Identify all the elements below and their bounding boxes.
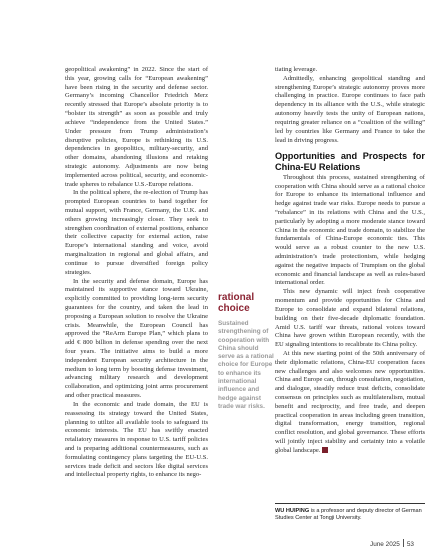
footer-divider bbox=[403, 539, 404, 547]
section-heading: Opportunities and Prospects for China-EU Relations bbox=[275, 151, 425, 172]
page-footer bbox=[370, 539, 414, 548]
paragraph: geopolitical awakening” in 2022. Since the start of this year, growing calls for “European awakening” have been rising in the security and defense sector. Germany’s incoming Chancellor Friedrich Merz recently stressed that Europe’s absolute priority is to “bolster its strength” as soon as possible and truly achieve “independence from the United States.” Under pressure from Trump administration’s disruptive policies, Europe is rethinking its U.S. dependencies in geopolitics, military-security, and other domains, abandoning illusions and retaking strategic autonomy. Adjustments are now being implemented across political, security, and economic-trade spheres to rebalance U.S.-Europe relations. bbox=[65, 66, 208, 188]
paragraph: tiating leverage. bbox=[275, 66, 318, 73]
pull-quote-sidebar bbox=[218, 292, 274, 411]
paragraph-text: At this new starting point of the 50th anniversary of their diplomatic relations, China-EU cooperation faces new challenges and also welcomes new opportunities. China and Europe can, through consultation, negotiation, and dialogue, steadily reduce trust deficits, consolidate consensus on principles such as multilateralism, mutual benefit and reciprocity, and free trade, and deepen practical cooperation in areas including green transition, digital transformation, energy transition, regional conflict resolution, and global governance. These efforts will jointly inject stability and certainty into a volatile global landscape. bbox=[275, 349, 425, 454]
paragraph: Throughout this process, sustained strengthening of cooperation with China should serve as a rational choice for Europe to enhance its international influence and hedge against trade war risks. Europe needs to pursue a “rebalance” in its relations with China and the U.S., particularly by adopting a more moderate stance toward China in the economic and trade domain, to stabilize the fundamentals of China-Europe economic ties. This would serve as a robust counter to the new U.S. administration’s trade protectionism, while hedging against the negative impacts of Trumpism on the global economic and financial landscape as well as rules-based international order. bbox=[275, 173, 425, 287]
author-description: is a professor and deputy director of German Studies Center at Tongji University. bbox=[275, 508, 422, 521]
paragraph: Admittedly, enhancing geopolitical standing and strengthening Europe’s strategic autonomy proves more challenging in practice. Europe continues to face path dependency in its alliance with the U.S., while strategic autonomy heavily tests the unity of European nations, requiring greater reliance on a “coalition of the willing” led by countries like Germany and France to take the lead in driving progress. bbox=[275, 74, 425, 144]
right-text-column bbox=[275, 66, 425, 456]
issue-date: June 2025 bbox=[370, 541, 400, 548]
pull-quote-text: Sustained strengthening of cooperation with China should serve as a rational choice for Europe to enhance its international influence and hedge against trade war risks. bbox=[218, 320, 274, 410]
paragraph: In the political sphere, the re-election of Trump has prompted European countries to band together for mutual support, with France, Germany, the U.K. and others growing increasingly closer. They seek to strengthen coordination of external positions, enhance their collective capacity for external action, raise Europe’s international standing and voice, avoid marginalization in regional and global affairs, and continue to pursue diversified foreign policy strategies. bbox=[65, 189, 208, 276]
paragraph-final bbox=[275, 350, 425, 456]
pull-quote-title: rational choice bbox=[218, 292, 255, 314]
author-name: WU HUIPING bbox=[275, 508, 310, 514]
paragraph: In the economic and trade domain, the EU is reassessing its strategy toward the United States, planning to utilize all available tools to safeguard its economic interests. The EU has swiftly enacted retaliatory measures in response to U.S. tariff policies and is preparing additional countermeasures, such as formulating contingency plans targeting the EU-U.S. services trade deficit and sectors like digital services and intellectual property rights, to enhance its nego- bbox=[65, 400, 208, 479]
left-text-column bbox=[65, 66, 208, 480]
author-divider bbox=[275, 503, 425, 504]
author-note bbox=[275, 508, 425, 522]
paragraph: This new dynamic will inject fresh cooperative momentum and provide opportunities for China and Europe to consolidate and expand bilateral relations, building on their five-decade diplomatic foundation. Amid U.S. tariff war threats, rational voices toward China have grown within European recently, with the EU signaling intentions to recalibrate its China policy. bbox=[275, 288, 425, 349]
end-mark-icon bbox=[322, 447, 328, 453]
paragraph: In the security and defense domain, Europe has maintained its supportive stance toward Ukraine, explicitly committed to providing long-term security guarantees for the country, and taken the lead in proposing a European solution to resolve the Ukraine crisis. Meanwhile, the European Council has approved the “ReArm Europe Plan,” which plans to add € 800 billion in defense spending over the next four years. The initiative aims to build a more independent European security architecture in the medium to long term by boosting defense investment, advancing military research and development collaboration, and optimizing joint arms procurement and other practical measures. bbox=[65, 277, 208, 400]
page-number: 53 bbox=[406, 541, 414, 548]
